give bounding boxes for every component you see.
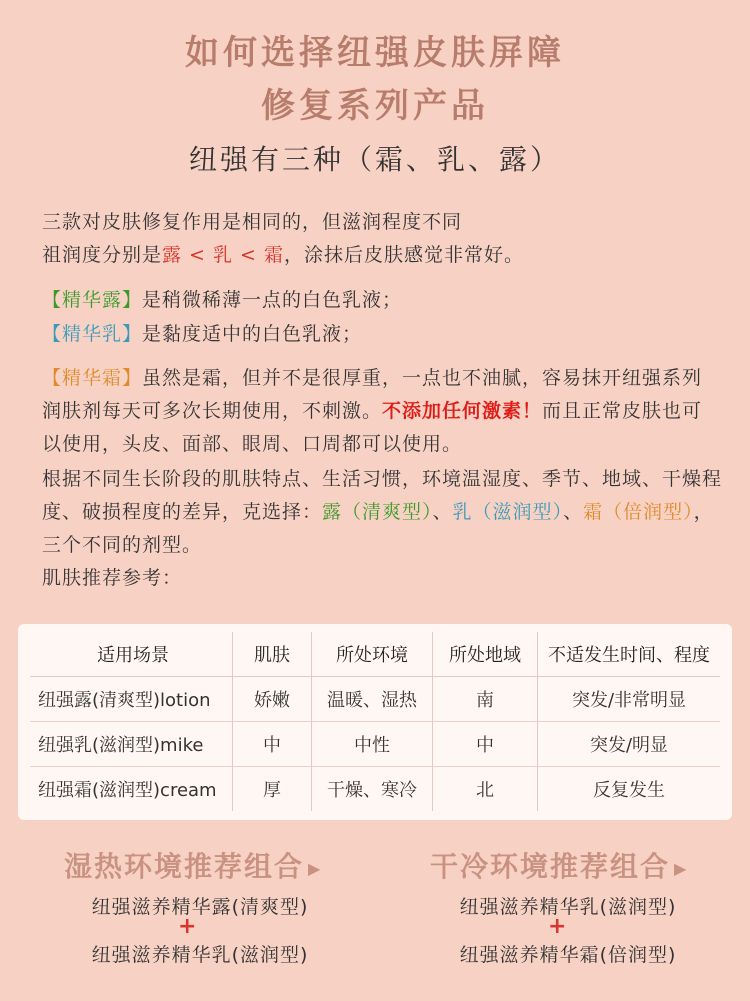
option-milk: 乳（滋润型） — [452, 501, 564, 523]
dry-combo-title-text: 干冷环境推荐组合 — [430, 850, 671, 883]
humid-combo-item1: 纽强滋养精华露(清爽型) — [91, 896, 309, 918]
lotion-desc: 是稍微稀薄一点的白色乳液； — [142, 289, 403, 311]
milk-tag: 【精华乳】 — [42, 323, 143, 345]
page-title-line2: 修复系列产品 — [261, 86, 489, 126]
intro-line2 — [42, 239, 722, 272]
table-cell: 反复发生 — [538, 767, 721, 812]
table-cell: 厚 — [233, 767, 312, 812]
option-lotion: 露（清爽型） — [322, 501, 433, 523]
lotion-description — [42, 284, 722, 317]
lotion-tag: 【精华露】 — [42, 289, 143, 311]
table-row — [30, 722, 720, 767]
recommendation-table-card — [18, 624, 732, 820]
option-cream: 霜（倍润型） — [583, 501, 694, 523]
table-cell: 中 — [433, 722, 538, 767]
cream-description — [42, 362, 722, 461]
table-cell: 中性 — [312, 722, 433, 767]
table-header-cell: 不适发生时间、程度 — [538, 632, 721, 677]
table-cell: 突发/明显 — [538, 722, 721, 767]
intro-prefix: 祖润度分别是 — [42, 244, 163, 266]
no-hormone-highlight: 不添加任何激素！ — [382, 400, 543, 422]
table-cell: 娇嫩 — [233, 677, 312, 722]
table-row — [30, 677, 720, 722]
table-cell: 温暖、湿热 — [312, 677, 433, 722]
cream-desc: 虽然是霜，但并不是很厚重，一点也不油腻，容易抹开纽强系列润肤剂每天可多次长期使用，不刺激。 — [42, 367, 703, 422]
plus-icon: + — [548, 914, 567, 939]
table-cell: 突发/非常明显 — [538, 677, 721, 722]
humid-combo-item2: 纽强滋养精华乳(滋润型) — [91, 944, 309, 966]
milk-desc: 是黏度适中的白色乳液； — [142, 323, 363, 345]
reference-label: 肌肤推荐参考： — [42, 567, 183, 589]
table-header-cell: 所处环境 — [312, 632, 433, 677]
recommendation-table — [30, 632, 720, 811]
choose-sep1: 、 — [432, 501, 453, 523]
table-cell: 干燥、寒冷 — [312, 767, 433, 812]
table-cell: 纽强乳(滋润型)mike — [30, 722, 233, 767]
table-cell: 南 — [433, 677, 538, 722]
table-header-cell: 所处地域 — [433, 632, 538, 677]
play-arrow-icon: ▶ — [674, 858, 689, 878]
table-cell: 纽强霜(滋润型)cream — [38, 780, 217, 801]
table-header-cell: 适用场景 — [30, 632, 233, 677]
table-cell: 北 — [433, 767, 538, 812]
table-cell: 中 — [233, 722, 312, 767]
intro-suffix: ，涂抹后皮肤感觉非常好。 — [284, 244, 525, 266]
table-header-cell: 肌肤 — [233, 632, 312, 677]
dry-combo-item2: 纽强滋养精华霜(倍润型) — [459, 944, 677, 966]
milk-description — [42, 318, 722, 351]
choose-text: 根据不同生长阶段的肌肤特点、生活习惯，环境温湿度、季节、地域、干燥程度、破损程度的差异，克选择： — [42, 468, 723, 523]
cream-tag: 【精华霜】 — [42, 367, 143, 389]
choose-sep2: 、 — [563, 501, 584, 523]
play-arrow-icon: ▶ — [308, 858, 323, 878]
table-row — [30, 767, 720, 812]
choose-paragraph — [42, 463, 722, 562]
dry-combo-title — [430, 845, 688, 885]
humid-combo-title — [64, 845, 322, 885]
humid-combo-title-text: 湿热环境推荐组合 — [64, 850, 305, 883]
intro-line1: 三款对皮肤修复作用是相同的，但滋润程度不同 — [42, 211, 463, 233]
cream-desc2: 而且正常皮肤也可以使用，头皮、面部、眼周、口周都可以使用。 — [42, 400, 703, 455]
table-header-row — [30, 632, 720, 677]
moisture-order: 露 < 乳 < 霜 — [162, 244, 285, 266]
dry-combo-item1: 纽强滋养精华乳(滋润型) — [459, 896, 677, 918]
table-cell: 纽强露(清爽型)lotion — [30, 677, 233, 722]
intro-paragraph — [42, 206, 722, 272]
page-title-line1: 如何选择纽强皮肤屏障 — [185, 33, 565, 73]
plus-icon: + — [178, 914, 197, 939]
page-subtitle: 纽强有三种（霜、乳、露） — [188, 143, 561, 176]
choose-tail: ，三个不同的剂型。 — [42, 501, 714, 556]
